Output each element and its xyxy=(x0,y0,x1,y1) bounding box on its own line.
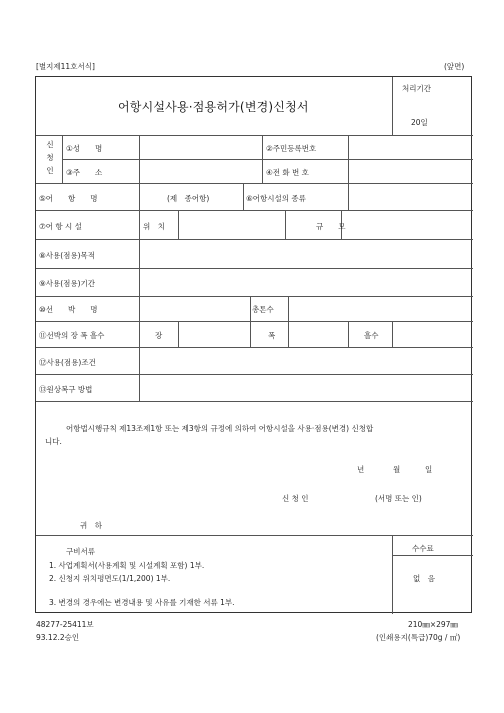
approval-date: 93.12.2승인 xyxy=(36,633,80,642)
recipient-label: 귀 하 xyxy=(80,521,102,530)
processing-value: 20일 xyxy=(411,118,428,127)
address-label: ③주 소 xyxy=(66,168,103,177)
fee-label: 수수료 xyxy=(412,544,434,553)
applicant-group-label: 신 청 인 xyxy=(46,140,54,175)
form-number: [별지제11호서식] xyxy=(36,62,95,71)
statement-line-1: 어항법시행규칙 제13조제1항 또는 제3항의 규정에 의하여 어항시설을 사용·점용(변경) 신청합 xyxy=(66,424,374,433)
document-item: 3. 변경의 경우에는 변경내용 및 사유를 기재한 서류 1부. xyxy=(49,598,235,607)
facility-label: ⑦어 항 시 설 xyxy=(39,222,82,231)
date-year: 년 xyxy=(357,465,365,474)
facility-kind-label: ⑥어항시설의 종류 xyxy=(246,194,306,203)
id-number-label: ②주민등록번호 xyxy=(266,144,317,153)
harbor-type-note: (제 종어항) xyxy=(167,194,210,203)
phone-field[interactable] xyxy=(352,163,470,181)
form-code: 48277-25411보 xyxy=(36,620,94,629)
fee-value: 없 음 xyxy=(413,574,435,583)
id-number-field[interactable] xyxy=(352,139,470,157)
conditions-label: ⑫사용(점용)조건 xyxy=(39,358,96,367)
name-label: ①성 명 xyxy=(66,144,103,153)
phone-label: ④전 화 번 호 xyxy=(266,168,309,177)
ship-dimensions-label: ⑪선박의 장 폭 흘수 xyxy=(39,331,105,340)
scale-label: 규 모 xyxy=(316,222,346,231)
date-month: 월 xyxy=(393,465,401,474)
width-label: 폭 xyxy=(268,331,276,340)
processing-label: 처리기간 xyxy=(402,84,431,93)
date-day: 일 xyxy=(425,465,433,474)
harbor-name-label: ⑤어 항 명 xyxy=(39,194,98,203)
statement-line-2: 니다. xyxy=(45,437,62,446)
name-field[interactable] xyxy=(143,139,259,157)
location-label: 위 치 xyxy=(143,222,165,231)
document-item: 1. 사업계획서(사용계획 및 시설계획 포함) 1부. xyxy=(49,561,205,570)
documents-title: 구비서류 xyxy=(66,547,95,556)
document-item: 2. 신청지 위치평면도(1/1,200) 1부. xyxy=(49,574,171,583)
period-label: ⑨사용(점용)기간 xyxy=(39,279,96,288)
restoration-label: ⑬원상복구 방법 xyxy=(39,385,93,394)
paper-spec: (인쇄용지(특급)70g / ㎡) xyxy=(376,633,461,642)
page-side: (앞면) xyxy=(444,62,465,71)
signature-note: (서명 또는 인) xyxy=(375,494,422,503)
purpose-label: ⑧사용(점용)목적 xyxy=(39,251,96,260)
draft-label: 흘수 xyxy=(364,331,379,340)
form-title: 어항시설사용·점용허가(변경)신청서 xyxy=(118,100,309,114)
ship-name-label: ⑩선 박 명 xyxy=(39,305,98,314)
address-field[interactable] xyxy=(143,163,259,181)
length-label: 장 xyxy=(155,331,163,340)
applicant-sign-label: 신 청 인 xyxy=(282,494,309,503)
application-form xyxy=(35,76,472,613)
paper-size: 210㎜×297㎜ xyxy=(408,620,458,629)
total-tonnage-label: 총톤수 xyxy=(252,305,274,314)
